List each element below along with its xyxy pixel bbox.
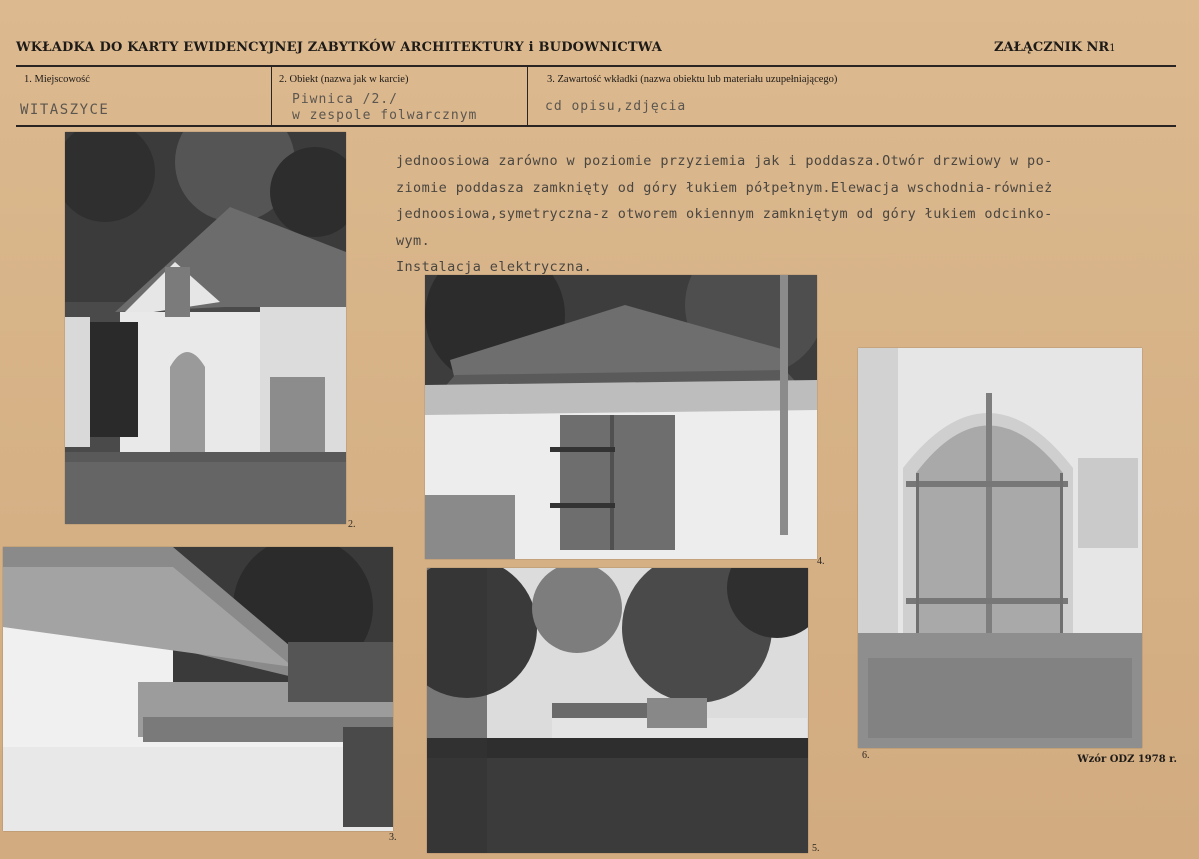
- photo-4-attic-shutter: [425, 275, 817, 559]
- field-divider-2: [527, 67, 528, 125]
- header-rule-top: [16, 65, 1176, 67]
- description-line: wym.: [396, 232, 431, 249]
- photo-4-number: 4.: [817, 556, 825, 567]
- field-2-value-line1: Piwnica /2./: [292, 92, 398, 107]
- description-line: jednoosiowa zarówno w poziomie przyziemia jak i poddasza.Otwór drzwiowy w po-: [396, 153, 1053, 169]
- photo-2-cellar-front: [65, 132, 346, 524]
- attachment-text: ZAŁĄCZNIK NR: [994, 40, 1110, 55]
- description-text: [396, 148, 1176, 281]
- field-3-value: cd opisu,zdjęcia: [545, 99, 687, 114]
- header-rule-bottom: [16, 125, 1176, 127]
- description-line: Instalacja elektryczna.: [396, 259, 593, 275]
- description-line: jednoosiowa,symetryczna-z otworem okiennym zamkniętym od góry łukiem odcinko-: [396, 206, 1053, 222]
- attachment-label: [994, 40, 1116, 55]
- field-1-label: 1. Miejscowość: [24, 74, 90, 85]
- photo-3-cornice-detail: [3, 547, 393, 831]
- description-line: ziomie poddasza zamknięty od góry łukiem półpełnym.Elewacja wschodnia-również: [396, 179, 1053, 196]
- photo-5-number: 5.: [812, 843, 820, 854]
- field-2-value-line2: w zespole folwarcznym: [292, 108, 478, 123]
- photo-6-number: 6.: [862, 750, 870, 761]
- field-1-value: WITASZYCE: [20, 102, 110, 118]
- photo-6-arched-door: [858, 348, 1142, 748]
- photo-2-number: 2.: [348, 519, 356, 530]
- photo-3-number: 3.: [389, 832, 397, 843]
- form-pattern-label: Wzór ODZ 1978 r.: [1077, 754, 1177, 765]
- field-2-label: 2. Obiekt (nazwa jak w karcie): [279, 74, 409, 85]
- sheet-title: WKŁADKA DO KARTY EWIDENCYJNEJ ZABYTKÓW ARCHITEKTURY i BUDOWNICTWA: [16, 40, 663, 55]
- photo-5-building-in-trees: [427, 568, 808, 853]
- field-3-label: 3. Zawartość wkładki (nazwa obiektu lub materiału uzupełniającego): [547, 74, 838, 85]
- attachment-number: 1: [1109, 43, 1116, 54]
- field-divider-1: [271, 67, 272, 125]
